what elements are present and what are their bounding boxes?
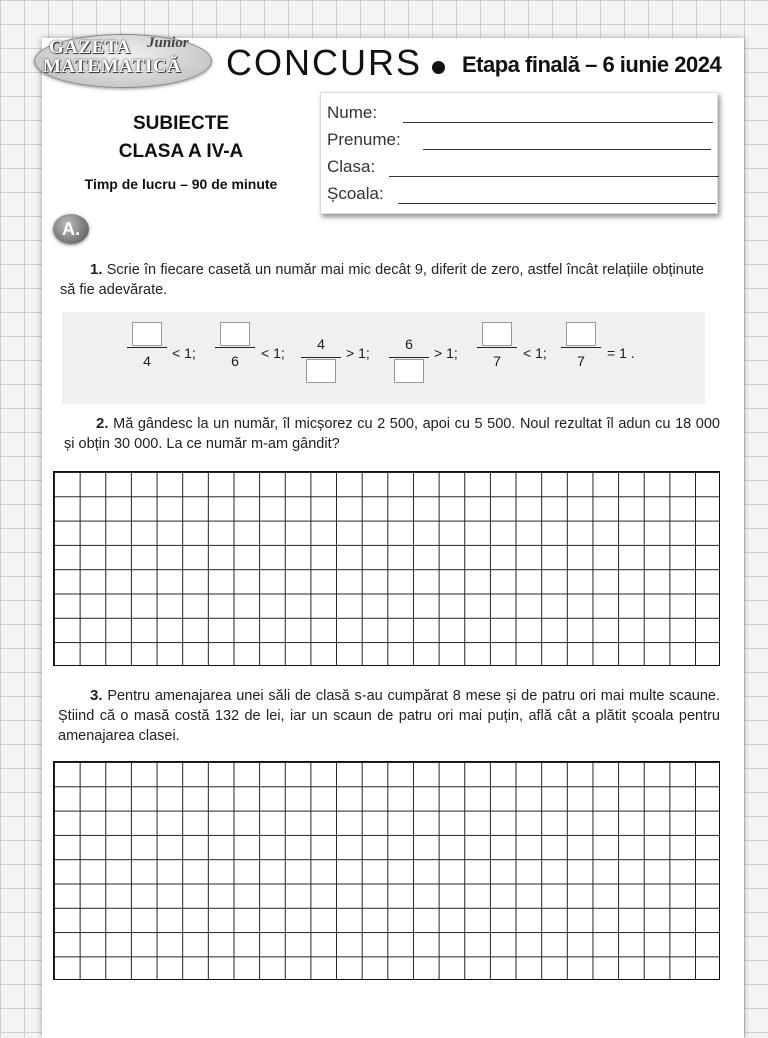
problem-2-text: Mă gândesc la un număr, îl micșorez cu 2 500, apoi cu 5 500. Noul rezultat îl adun cu 18 000 și obțin 30 000. La ce număr m-am gândit? [64, 416, 720, 452]
answer-grid-problem-2[interactable] [53, 471, 720, 666]
fraction-denominator: 4 [127, 347, 167, 374]
answer-grid-problem-3[interactable] [53, 761, 720, 980]
surname-field-line[interactable] [423, 133, 711, 150]
id-row-school [327, 184, 716, 204]
logo-text-junior: Junior [147, 35, 189, 51]
fraction-numerator: 4 [317, 336, 325, 352]
fraction-denominator: 6 [215, 347, 255, 374]
fraction-1 [127, 321, 167, 374]
id-label: Prenume: [327, 130, 401, 149]
name-field-line[interactable] [403, 106, 713, 123]
fraction-3 [301, 331, 341, 384]
bullet-separator [432, 61, 445, 74]
id-label: Școala: [327, 184, 384, 203]
section-a-badge: A. [53, 214, 89, 244]
class-label: CLASA A IV-A [118, 141, 244, 162]
fraction-relation: > 1; [346, 345, 370, 361]
fraction-4 [389, 331, 429, 384]
logo-text-gazeta: GAZETA [49, 37, 131, 58]
fraction-6 [561, 321, 601, 374]
class-field-line[interactable] [389, 160, 719, 177]
answer-box[interactable] [394, 359, 424, 383]
problem-1-number: 1. [90, 261, 103, 278]
fraction-5 [477, 321, 517, 374]
gazeta-matematica-logo [34, 34, 212, 88]
contest-stage-date: Etapa finală – 6 iunie 2024 [462, 52, 722, 77]
problem-2-number: 2. [96, 415, 109, 432]
id-row-name [327, 103, 713, 123]
fraction-2 [215, 321, 255, 374]
id-label: Nume: [327, 103, 378, 122]
fraction-relation: = 1 . [607, 345, 635, 361]
problem-2-statement [64, 414, 720, 454]
problem-3-statement [58, 686, 720, 746]
school-field-line[interactable] [398, 187, 716, 204]
time-limit: Timp de lucru – 90 de minute [84, 176, 278, 192]
id-row-surname [327, 130, 711, 150]
problem-3-text: Pentru amenajarea unei săli de clasă s-au cumpărat 8 mese și de patru ori mai multe scaune. Știind că o masă costă 132 de lei, iar un scaun de patru ori mai puțin, află cât a plătit școala pentru amenajarea clasei. [58, 688, 720, 744]
answer-box[interactable] [306, 359, 336, 383]
answer-box[interactable] [482, 322, 512, 346]
subjects-label: SUBIECTE [132, 113, 230, 134]
id-row-class [327, 157, 719, 177]
problem-1-text: Scrie în fiecare casetă un număr mai mic decât 9, diferit de zero, astfel încât relațiile obținute să fie adevărate. [60, 262, 704, 298]
contest-title: CONCURS [226, 42, 423, 83]
fraction-relation: < 1; [523, 345, 547, 361]
fraction-numerator: 6 [405, 336, 413, 352]
id-label: Clasa: [327, 157, 376, 176]
answer-box[interactable] [566, 322, 596, 346]
problem-1-statement [60, 260, 704, 300]
problem-3-number: 3. [90, 687, 103, 704]
fraction-denominator: 7 [561, 347, 601, 374]
fraction-relation: < 1; [172, 345, 196, 361]
answer-box[interactable] [220, 322, 250, 346]
fraction-relation: < 1; [261, 345, 285, 361]
subject-heading [70, 110, 292, 166]
student-id-box [320, 92, 718, 214]
answer-box[interactable] [132, 322, 162, 346]
fraction-denominator: 7 [477, 347, 517, 374]
logo-text-matematica: MATEMATICĂ [43, 56, 182, 77]
fraction-relation: > 1; [434, 345, 458, 361]
